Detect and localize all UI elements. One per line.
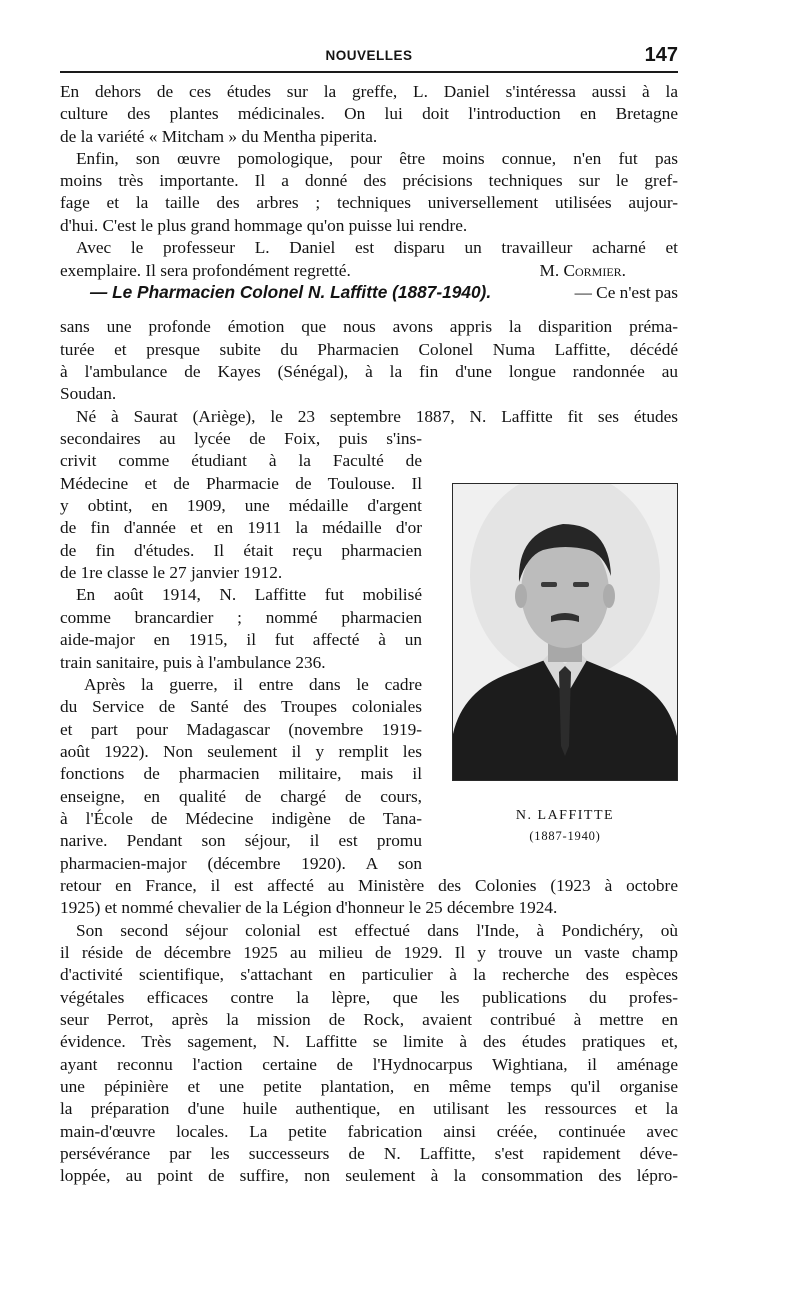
text-line	[60, 260, 678, 282]
text-line-text: de 1re classe le 27 janvier 1912.	[60, 563, 283, 582]
page-number: 147	[644, 44, 678, 66]
text-line-text: train sanitaire, puis à l'ambulance 236.	[60, 653, 326, 672]
text-line-text: Enfin, son œuvre pomologique, pour être moins connue, n'en fut pas	[76, 149, 678, 168]
text-line-text: Médecine et de Pharmacie de Toulouse. Il	[60, 474, 422, 493]
text-line	[60, 495, 422, 517]
text-line	[60, 215, 678, 237]
text-line-text: comme brancardier ; nommé pharmacien	[60, 608, 422, 627]
text-line	[60, 584, 422, 606]
text-line-text: ayant reconnu l'action certaine de l'Hydnocarpus Wightiana, il aménage	[60, 1055, 678, 1074]
photo-caption-name: N. LAFFITTE	[515, 808, 615, 823]
text-line	[60, 696, 422, 718]
text-line-text: août 1922). Non seulement il y remplit les	[60, 742, 422, 761]
photo-caption-dates: (1887-1940)	[529, 829, 601, 843]
text-line	[60, 808, 422, 830]
text-line-text: de fin d'études. Il était reçu pharmacien	[60, 541, 422, 560]
text-line	[60, 830, 422, 852]
text-line-text: culture des plantes médicinales. On lui doit l'introduction en Bretagne	[60, 104, 678, 123]
text-line-text: secondaires au lycée de Foix, puis s'ins-	[60, 429, 422, 448]
text-line-text: de la variété « Mitcham » du Mentha piperita.	[60, 127, 378, 146]
text-line	[60, 674, 422, 696]
text-line	[60, 361, 678, 383]
text-line	[60, 1165, 678, 1187]
text-line	[60, 540, 422, 562]
text-line	[60, 406, 678, 428]
text-line-text: pharmacien-major (décembre 1920). A son	[60, 854, 422, 873]
text-line	[60, 339, 678, 361]
obituary-headline: — Le Pharmacien Colonel N. Laffitte (1887-1940).	[90, 282, 492, 302]
text-line-text: narive. Pendant son séjour, il est promu	[60, 831, 422, 850]
text-line-text: fage et la taille des arbres ; techniques universellement utilisées aujour-	[60, 193, 678, 212]
text-line-text: et part pour Madagascar (novembre 1919-	[60, 720, 422, 739]
text-line	[60, 237, 678, 259]
text-line	[60, 562, 422, 584]
text-line-text: évidence. Très sagement, N. Laffitte se limite à des études pratiques et,	[60, 1032, 678, 1051]
text-line	[60, 741, 422, 763]
text-line	[60, 763, 422, 785]
text-line-text: En août 1914, N. Laffitte fut mobilisé	[76, 585, 422, 604]
text-line-text: la préparation d'une huile authentique, en utilisant les ressources et la	[60, 1099, 678, 1118]
text-line	[60, 383, 678, 405]
text-line-text: Né à Saurat (Ariège), le 23 septembre 1887, N. Laffitte fit ses études	[76, 407, 678, 426]
text-line	[60, 1143, 678, 1165]
text-line	[60, 607, 422, 629]
text-line	[60, 897, 678, 919]
text-line-text: d'activité scientifique, s'attachant en particulier à la recherche des espèces	[60, 965, 678, 984]
text-line	[60, 428, 422, 450]
running-header	[60, 44, 678, 70]
text-line-text: crivit comme étudiant à la Faculté de	[60, 451, 422, 470]
text-line	[60, 942, 678, 964]
text-line	[60, 148, 678, 170]
text-line-text: seur Perrot, après la mission de Rock, avaient contribué à mettre en	[60, 1010, 678, 1029]
obituary-headline-line	[60, 282, 678, 304]
text-line	[60, 652, 422, 674]
text-line-text: y obtint, en 1909, une médaille d'argent	[60, 496, 422, 515]
text-line-text: Après la guerre, il entre dans le cadre	[84, 675, 422, 694]
text-line	[60, 1009, 678, 1031]
text-line-text: du Service de Santé des Troupes coloniales	[60, 697, 422, 716]
text-line-text: En dehors de ces études sur la greffe, L. Daniel s'intéressa aussi à la	[60, 82, 678, 101]
text-line-text: aide-major en 1915, il fut affecté à un	[60, 630, 422, 649]
text-line	[60, 126, 678, 148]
article-signature: M. Cormier.	[539, 261, 626, 280]
text-line-text: persévérance par les successeurs de N. Laffitte, s'est rapidement déve-	[60, 1144, 678, 1163]
text-line-text: retour en France, il est affecté au Ministère des Colonies (1923 à octobre	[60, 876, 678, 895]
text-line	[60, 103, 678, 125]
text-line-text: à l'ambulance de Kayes (Sénégal), à la fin d'une longue randonnée au	[60, 362, 678, 381]
text-line	[60, 987, 678, 1009]
text-line-text: de fin d'année et en 1911 la médaille d'or	[60, 518, 422, 537]
text-line-text: turée et presque subite du Pharmacien Colonel Numa Laffitte, décédé	[60, 340, 678, 359]
text-line-text: végétales efficaces contre la lèpre, que les publications du profes-	[60, 988, 678, 1007]
text-line	[60, 316, 678, 338]
text-line-text: fonctions de pharmacien militaire, mais il	[60, 764, 422, 783]
text-line	[60, 81, 678, 103]
text-line	[60, 473, 422, 495]
text-line-text: sans une profonde émotion que nous avons appris la disparition préma-	[60, 317, 678, 336]
text-line-text: il réside de décembre 1925 au milieu de 1929. Il y trouve un vaste champ	[60, 943, 678, 962]
text-line	[60, 1076, 678, 1098]
text-line-text: 1925) et nommé chevalier de la Légion d'honneur le 25 décembre 1924.	[60, 898, 558, 917]
text-line-text: moins très importante. Il a donné des précisions techniques sur le gref-	[60, 171, 678, 190]
text-line	[60, 1121, 678, 1143]
text-line	[60, 1098, 678, 1120]
text-line	[60, 786, 422, 808]
text-line-text: loppée, au point de suffire, non seulement à la consommation des lépro-	[60, 1166, 678, 1185]
text-line-text: Soudan.	[60, 384, 117, 403]
text-line	[60, 719, 422, 741]
portrait-photo	[452, 483, 678, 781]
text-line-text: exemplaire. Il sera profondément regretté.	[60, 261, 351, 280]
text-line	[60, 192, 678, 214]
text-line-text: Avec le professeur L. Daniel est disparu un travailleur acharné et	[76, 238, 678, 257]
text-line	[60, 964, 678, 986]
text-line	[60, 170, 678, 192]
text-line	[60, 853, 422, 875]
text-line-text: main-d'œuvre locales. La petite fabrication ainsi créée, continuée avec	[60, 1122, 678, 1141]
text-line	[60, 920, 678, 942]
text-line	[60, 450, 422, 472]
text-line-text: d'hui. C'est le plus grand hommage qu'on puisse lui rendre.	[60, 216, 468, 235]
text-line-text: à l'École de Médecine indigène de Tana-	[60, 809, 422, 828]
text-line	[60, 1054, 678, 1076]
text-line	[60, 875, 678, 897]
text-line	[60, 1031, 678, 1053]
text-line-text: Son second séjour colonial est effectué dans l'Inde, à Pondichéry, où	[76, 921, 678, 940]
running-title: NOUVELLES	[325, 48, 413, 63]
header-rule	[60, 71, 678, 73]
text-line	[60, 517, 422, 539]
text-line-text: une pépinière et une petite plantation, en même temps qu'il organise	[60, 1077, 678, 1096]
text-line	[60, 629, 422, 651]
text-line-text: enseigne, en qualité de chargé de cours,	[60, 787, 422, 806]
obituary-lead-text: — Ce n'est pas	[574, 283, 678, 302]
